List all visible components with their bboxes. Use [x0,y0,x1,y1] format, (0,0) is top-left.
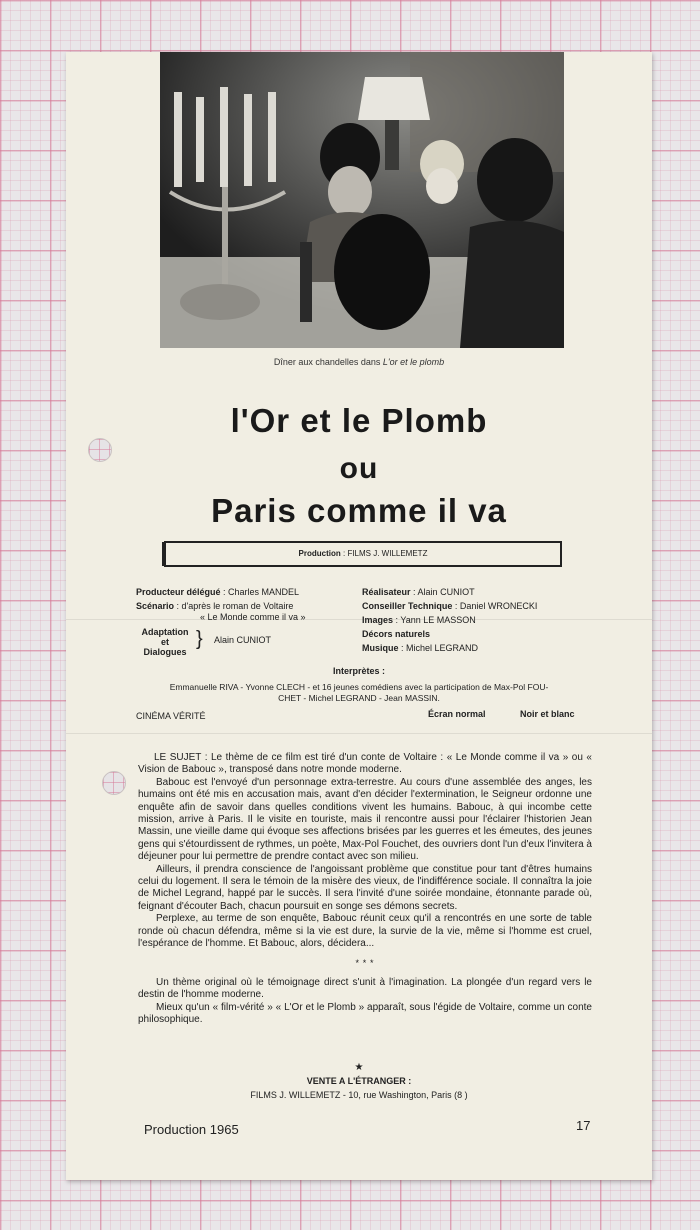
paragraph: Babouc est l'envoyé d'un personnage extra-terrestre. Au cours d'une assemblée des anges, les humains ont été mis en accusation mais, avant d'en décider l'extermination, le Seigneur ordonne une enquête afin de savoir dans quelles conditions vivent les humains. Babouc, à qui incombe cette mission, arrive à Paris. Il le visite en touriste, mais il rencontre aussi pour l'éclairer l'historien Jean Massin, une vieille dame qui évoque ses affections brisées par les guerres et les émeutes, des jeunes gens qui s'étourdissent de rythmes, un poète, Max-Pol Fouchet, des ouvriers dont l'un d'eux l'invitera à déjeuner pour lui permettre de prendre contact avec son milieu. [138,776,592,863]
credit-realisateur [362,587,475,597]
synopsis-body [138,752,592,1027]
credit-value: : Charles MANDEL [223,587,300,597]
credit-value: : Daniel WRONECKI [454,601,538,611]
fold-line [66,619,652,620]
title-line-2: ou [339,452,379,485]
production-value: : FILMS J. WILLEMETZ [343,549,428,558]
interpretes-line-2: CHET - Michel LEGRAND - Jean MASSIN. [278,693,440,703]
caption-text: Dîner aux chandelles dans [273,357,383,367]
title-line-3: Paris comme il va [211,492,507,529]
paragraph-text: Le thème de ce film est tiré d'un conte de Voltaire : « Le Monde comme il va » ou « Vision de Babouc », transposé dans notre monde moderne. [138,752,592,776]
paragraph: Ailleurs, il prendra conscience de l'angoissant problème que constitue pour tant d'êtres humains celui du logement. Il sera le témoin de la misère des vieux, de l'indifférence sociale. Il connaîtra la joie de Michel Legrand, happé par le succès. Il sera l'invité d'une soirée mondaine, étonnante parade où, feignant d'écouter Bach, chacun poursuit en songe ses démons secrets. [138,863,592,912]
star-icon: ★ [354,1062,364,1073]
brace-icon: } [196,628,203,650]
paragraph [138,752,592,777]
credit-label: Réalisateur [362,587,411,597]
credit-label: Producteur délégué [136,587,221,597]
credit-label: Images [362,615,394,625]
title-line-1: l'Or et le Plomb [230,402,488,439]
format-couleur: Noir et blanc [520,709,575,719]
sujet-label: LE SUJET : [154,752,208,763]
format-cinema-verite: CINÉMA VÉRITÉ [136,711,206,721]
credit-adaptation-label [136,627,194,657]
credit-label: Adaptation [141,627,189,637]
credit-label: Musique [362,643,399,653]
punch-hole [102,771,126,795]
photo-caption [66,357,652,367]
paragraph: Un thème original où le témoignage direct s'unit à l'imagination. La plongée d'un regard vers le destin de l'homme moderne. [138,976,592,1001]
page-number: 17 [576,1118,591,1133]
credit-label: Dialogues [143,647,187,657]
paragraph: Perplexe, au terme de son enquête, Babouc réunit ceux qu'il a rencontrés en une sorte de table ronde où chacun défendra, même si la vie est dure, la survie de la vie, même si l'homme est cruel, l'espérance de l'homme. Et Babouc, alors, décidera... [138,913,592,950]
credit-value: : d'après le roman de Voltaire [176,601,294,611]
footer-production-year: Production 1965 [144,1122,239,1137]
credit-scenario [136,601,293,611]
credit-musique [362,643,478,653]
credit-images [362,615,476,625]
fold-line [66,733,652,734]
section-separator: * * * [355,957,375,968]
credit-adaptation-value: Alain CUNIOT [214,635,272,645]
credit-value: : Alain CUNIOT [413,587,475,597]
production-label: Production [298,549,341,558]
brochure-page [66,52,652,1180]
interpretes-line-1: Emmanuelle RIVA - Yvonne CLECH - et 16 jeunes comédiens avec la participation de Max-Pol FOU- [169,682,549,692]
sale-heading: VENTE A L'ÉTRANGER : [306,1076,412,1086]
credit-producteur [136,587,299,597]
credit-label: et [160,637,169,647]
credit-label: Conseiller Technique [362,601,453,611]
credit-value: : Michel LEGRAND [401,643,479,653]
credit-decors: Décors naturels [362,629,431,639]
format-ecran: Écran normal [428,709,486,719]
credit-conseiller [362,601,537,611]
paragraph: Mieux qu'un « film-vérité » « L'Or et le Plomb » apparaît, sous l'égide de Voltaire, comme un conte philosophique. [138,1001,592,1026]
credit-value: : Yann LE MASSON [395,615,476,625]
credit-scenario-title: « Le Monde comme il va » [200,612,306,622]
caption-film-title: L'or et le plomb [382,357,445,367]
interpretes-heading: Interprètes : [332,666,385,676]
film-still-photo [160,52,564,348]
production-box [164,541,562,567]
credit-label: Scénario [136,601,175,611]
sale-address: FILMS J. WILLEMETZ - 10, rue Washington, Paris (8 ) [250,1090,468,1100]
